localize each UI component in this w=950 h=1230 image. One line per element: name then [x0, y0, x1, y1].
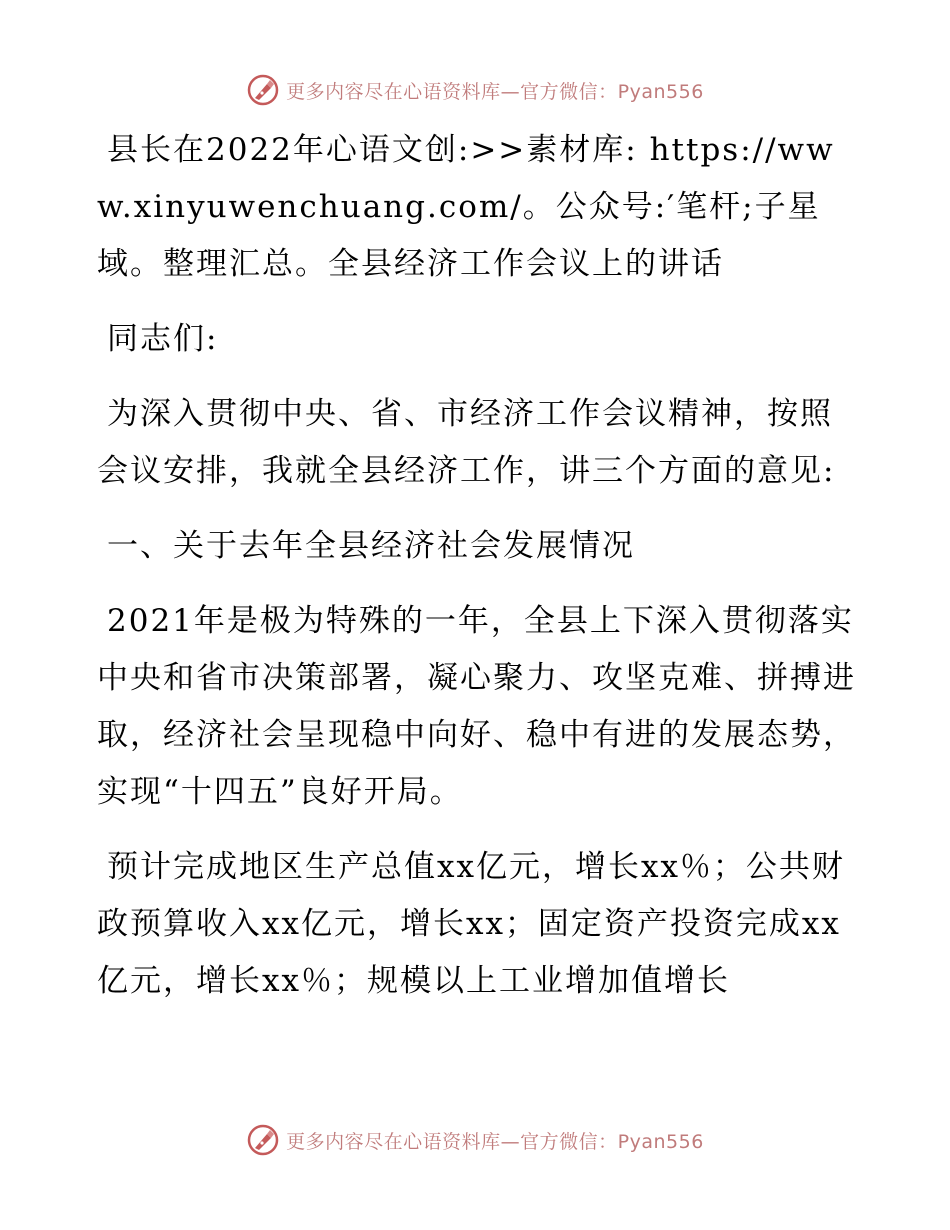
- title-paragraph: 县长在2022年心语文创:>>素材库: https://www.xinyuwenchuang.com/。公众号:′笔杆;子星域。整理汇总。全县经济工作会议上的讲话: [97, 132, 835, 282]
- body-paragraph-1: 2021年是极为特殊的一年，全县上下深入贯彻落实中央和省市决策部署，凝心聚力、攻坚克难、拼搏进取，经济社会呈现稳中向好、稳中有进的发展态势，实现“十四五”良好开局。: [97, 603, 856, 810]
- header-watermark-banner: [0, 70, 950, 110]
- salutation-paragraph: 同志们:: [107, 321, 219, 357]
- watermark-text: 更多内容尽在心语资料库—官方微信：Pyan556: [286, 80, 704, 103]
- footer-watermark-banner: [0, 1120, 950, 1160]
- pen-nib-logo-icon: [246, 73, 280, 107]
- watermark-text: 更多内容尽在心语资料库—官方微信：Pyan556: [286, 1130, 704, 1153]
- intro-paragraph: 为深入贯彻中央、省、市经济工作会议精神，按照会议安排，我就全县经济工作，讲三个方面的意见:: [97, 396, 836, 489]
- section-heading-1: 一、关于去年全县经济社会发展情况: [107, 528, 635, 564]
- pen-nib-logo-icon: [246, 1123, 280, 1157]
- body-paragraph-2: 预计完成地区生产总值xx亿元，增长xx％；公共财政预算收入xx亿元，增长xx；固定资产投资完成xx亿元，增长xx％；规模以上工业增加值增长: [97, 849, 845, 999]
- document-body: [97, 122, 857, 1028]
